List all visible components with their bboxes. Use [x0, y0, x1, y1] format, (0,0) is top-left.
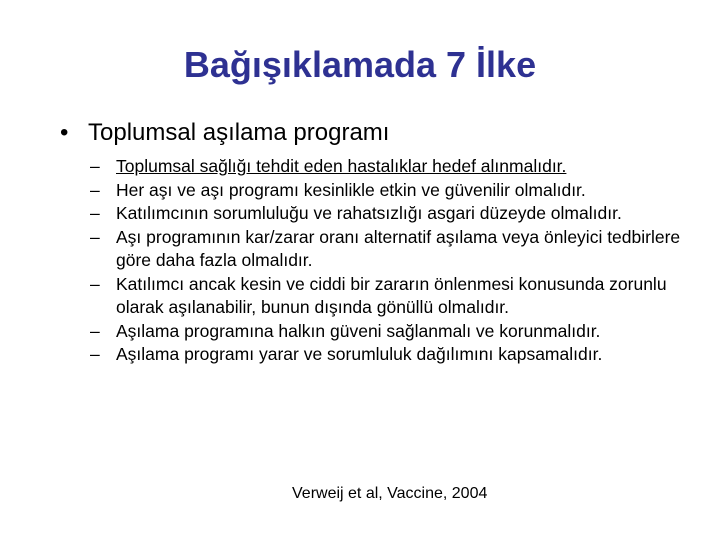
citation: Verweij et al, Vaccine, 2004: [292, 485, 488, 502]
dash-marker: –: [90, 344, 100, 364]
list-item: [90, 202, 700, 226]
slide-title: Bağışıklamada 7 İlke: [183, 44, 537, 85]
sub-bullet-list: [90, 155, 700, 367]
bullet-marker: •: [60, 119, 69, 146]
dash-marker: –: [90, 203, 100, 223]
main-bullet-text: Toplumsal aşılama programı: [88, 119, 390, 146]
list-item-text: Toplumsal sağlığı tehdit eden hastalıklar hedef alınmalıdır.: [116, 156, 567, 176]
list-item-text: Katılımcının sorumluluğu ve rahatsızlığı asgari düzeyde olmalıdır.: [116, 203, 622, 223]
dash-marker: –: [90, 156, 100, 176]
list-item-text: Aşı programının kar/zarar oranı alternatif aşılama veya önleyici tedbirlere göre daha fazla olmalıdır.: [116, 226, 681, 270]
list-item: [90, 155, 700, 179]
dash-marker: –: [90, 179, 100, 200]
dash-marker: –: [90, 226, 100, 247]
dash-marker: –: [90, 273, 100, 294]
list-item: [90, 226, 700, 273]
dash-marker: –: [90, 320, 100, 341]
list-item-text: Aşılama programına halkın güveni sağlanmalı ve korunmalıdır.: [116, 320, 601, 341]
main-bullet: [60, 119, 389, 147]
list-item-text: Her aşı ve aşı programı kesinlikle etkin ve güvenilir olmalıdır.: [116, 179, 586, 200]
list-item: [90, 343, 700, 367]
list-item: [90, 320, 700, 344]
list-item: [90, 273, 700, 320]
list-item-text: Aşılama programı yarar ve sorumluluk dağılımını kapsamalıdır.: [116, 344, 603, 364]
list-item: [90, 179, 700, 203]
list-item-text: Katılımcı ancak kesin ve ciddi bir zararın önlenmesi konusunda zorunlu olarak aşılanabilir, bunun dışında gönüllü olmalıdır.: [116, 273, 667, 317]
